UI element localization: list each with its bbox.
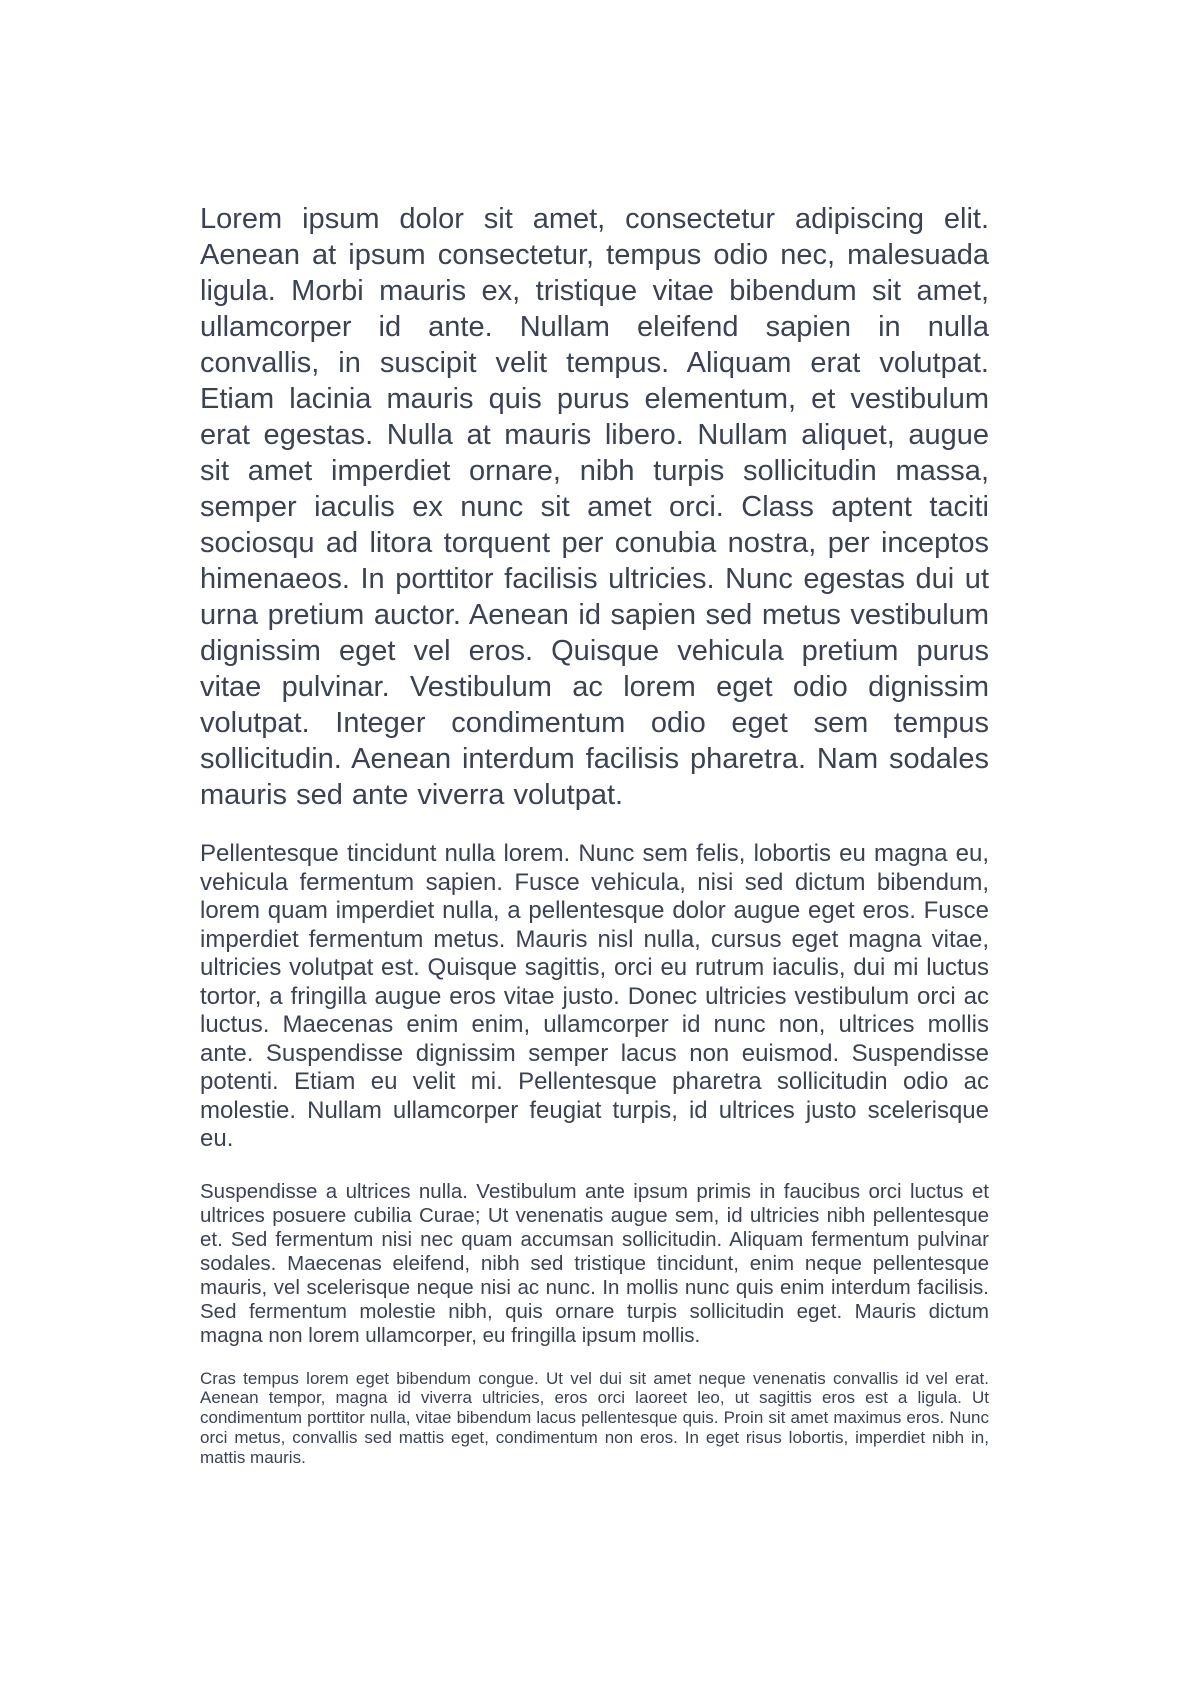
paragraph-4: Cras tempus lorem eget bibendum congue. Ut vel dui sit amet neque venenatis convallis id vel erat. Aenean tempor, magna id viverra ultricies, eros orci laoreet leo, ut sagittis eros est a ligula. Ut condimentum porttitor nulla, vitae bibendum lacus pellentesque quis. Proin sit amet maximus eros. Nunc orci metus, convallis sed mattis eget, condimentum non eros. In eget risus lobortis, imperdiet nibh in, mattis mauris.: [200, 1368, 989, 1467]
paragraph-3: Suspendisse a ultrices nulla. Vestibulum ante ipsum primis in faucibus orci luctus et ultrices posuere cubilia Curae; Ut venenatis augue sem, id ultricies nibh pellentesque et. Sed fermentum nisi nec quam accumsan sollicitudin. Aliquam fermentum pulvinar sodales. Maecenas eleifend, nibh sed tristique tincidunt, enim neque pellentesque mauris, vel scelerisque neque nisi ac nunc. In mollis nunc quis enim interdum facilisis. Sed fermentum molestie nibh, quis ornare turpis sollicitudin eget. Mauris dictum magna non lorem ullamcorper, eu fringilla ipsum mollis.: [200, 1179, 989, 1347]
paragraph-2: Pellentesque tincidunt nulla lorem. Nunc sem felis, lobortis eu magna eu, vehicula fermentum sapien. Fusce vehicula, nisi sed dictum bibendum, lorem quam imperdiet nulla, a pellentesque dolor augue eget eros. Fusce imperdiet fermentum metus. Mauris nisl nulla, cursus eget magna vitae, ultricies volutpat est. Quisque sagittis, orci eu rutrum iaculis, dui mi luctus tortor, a fringilla augue eros vitae justo. Donec ultricies vestibulum orci ac luctus. Maecenas enim enim, ullamcorper id nunc non, ultrices mollis ante. Suspendisse dignissim semper lacus non euismod. Suspendisse potenti. Etiam eu velit mi. Pellentesque pharetra sollicitudin odio ac molestie. Nullam ullamcorper feugiat turpis, id ultrices justo scelerisque eu.: [200, 840, 989, 1152]
paragraph-1: Lorem ipsum dolor sit amet, consectetur adipiscing elit. Aenean at ipsum consectetur, tempus odio nec, malesuada ligula. Morbi mauris ex, tristique vitae bibendum sit amet, ullamcorper id ante. Nullam eleifend sapien in nulla convallis, in suscipit velit tempus. Aliquam erat volutpat. Etiam lacinia mauris quis purus elementum, et vestibulum erat egestas. Nulla at mauris libero. Nullam aliquet, augue sit amet imperdiet ornare, nibh turpis sollicitudin massa, semper iaculis ex nunc sit amet orci. Class aptent taciti sociosqu ad litora torquent per conubia nostra, per inceptos himenaeos. In porttitor facilisis ultricies. Nunc egestas dui ut urna pretium auctor. Aenean id sapien sed metus vestibulum dignissim eget vel eros. Quisque vehicula pretium purus vitae pulvinar. Vestibulum ac lorem eget odio dignissim volutpat. Integer condimentum odio eget sem tempus sollicitudin. Aenean interdum facilisis pharetra. Nam sodales mauris sed ante viverra volutpat.: [200, 203, 989, 811]
